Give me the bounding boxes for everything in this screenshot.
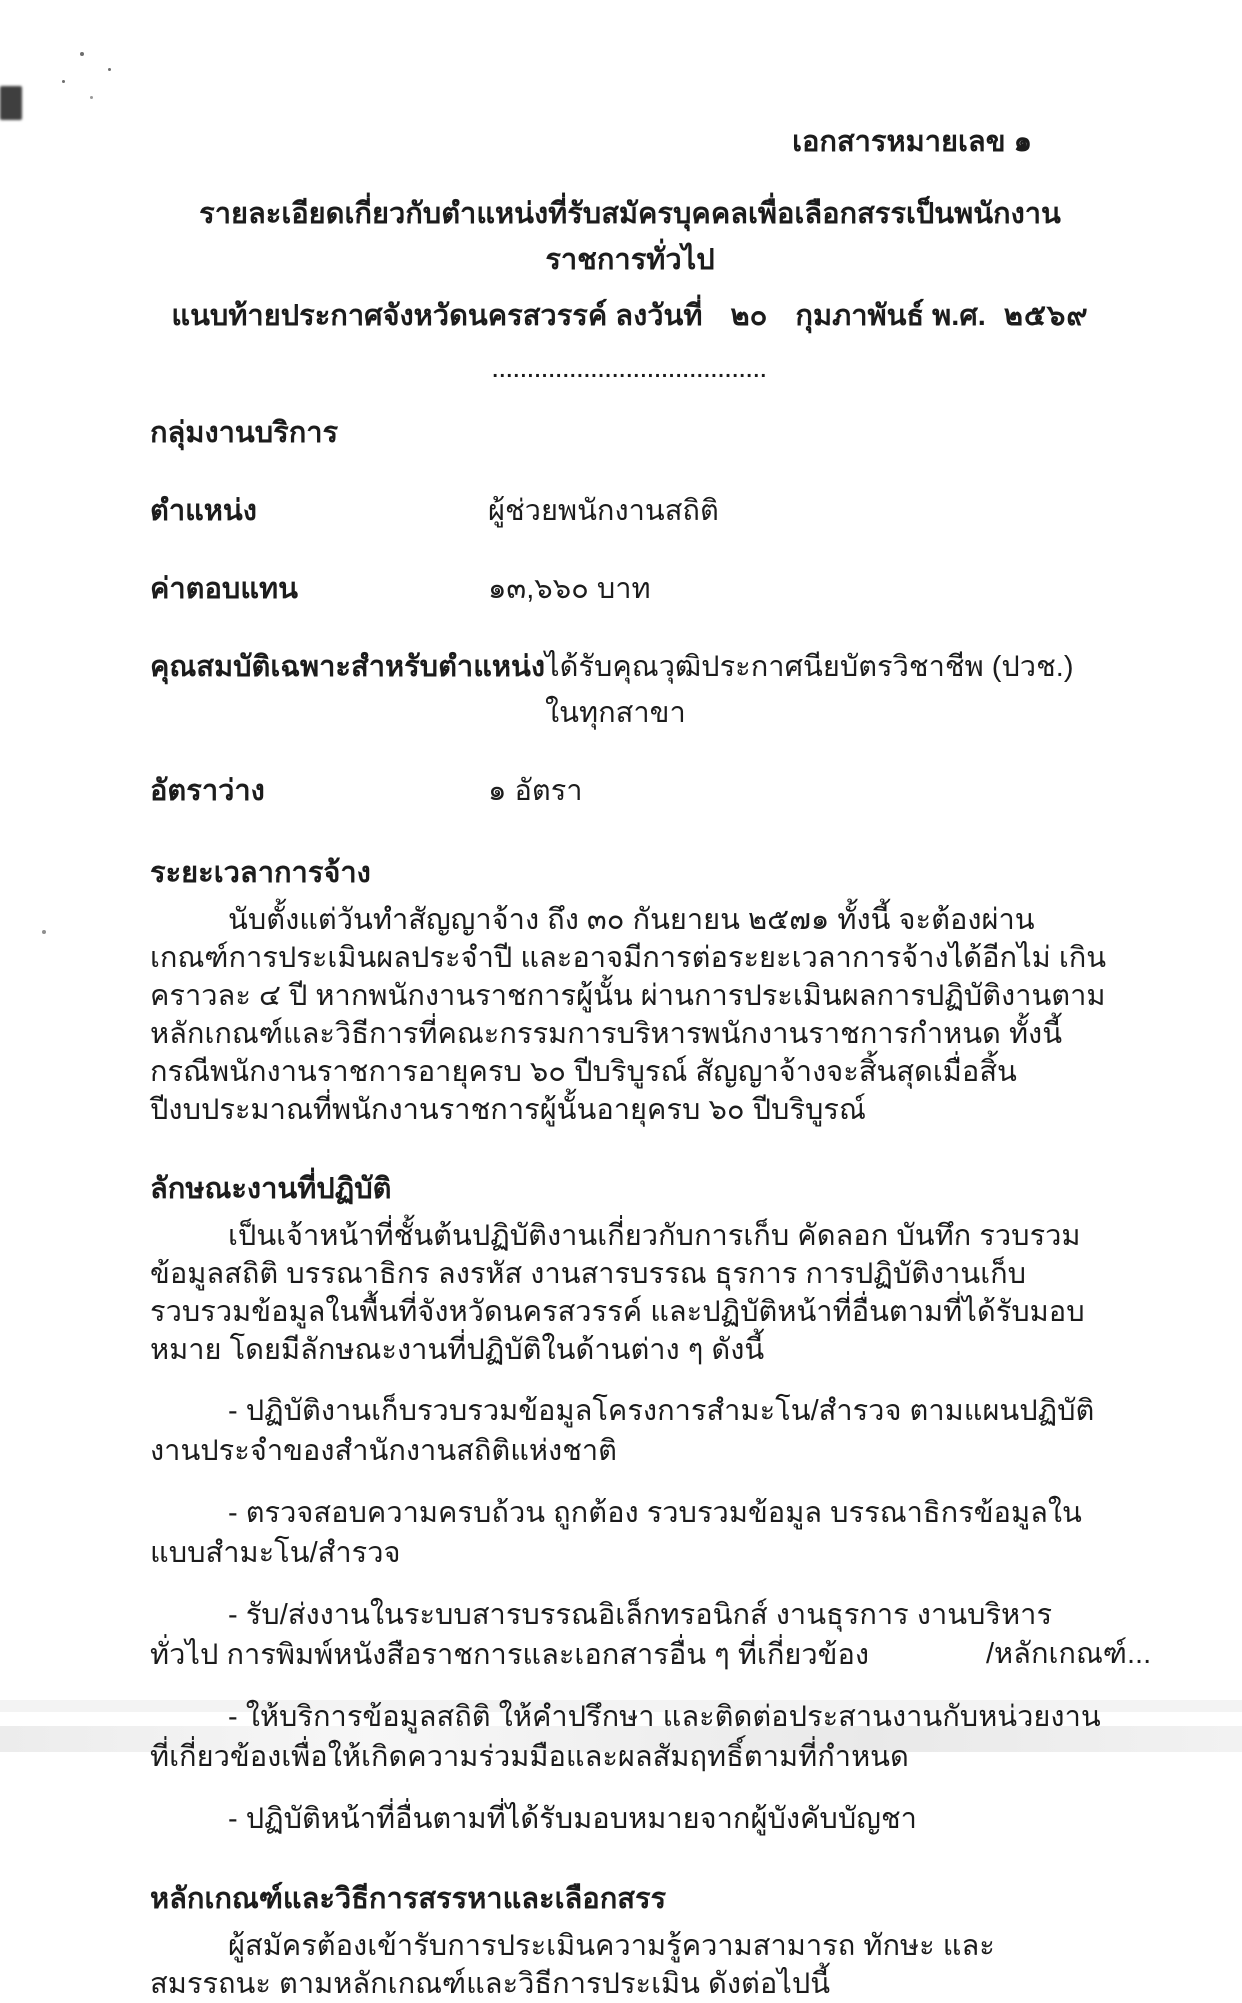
- field-value-vacancies: ๑ อัตรา: [488, 775, 583, 807]
- subtitle-day-fill: ๒๐: [730, 300, 768, 332]
- field-value-position: ผู้ช่วยพนักงานสถิติ: [488, 495, 719, 527]
- duty-item: - ปฏิบัติหน้าที่อื่นตามที่ได้รับมอบหมายจากผู้บังคับบัญชา: [228, 1803, 917, 1835]
- field-row-compensation: [150, 565, 1110, 611]
- selection-criteria-paragraph: ผู้สมัครต้องเข้ารับการประเมินความรู้ความสามารถ ทักษะ และสมรรถนะ ตามหลักเกณฑ์และวิธีการประเมิน ดังต่อไปนี้: [150, 1930, 995, 2000]
- page-continuation-note: /หลักเกณฑ์...: [986, 1638, 1152, 1670]
- field-row-vacancies: [150, 767, 1110, 813]
- subtitle-year-fill: ๒๕๖๙: [1003, 300, 1089, 332]
- field-row-position: [150, 487, 1110, 533]
- duty-item: - ให้บริการข้อมูลสถิติ ให้คำปรึกษา และติดต่อประสานงานกับหน่วยงานที่เกี่ยวข้องเพื่อให้เกิดความร่วมมือและผลสัมฤทธิ์ตามที่กำหนด: [150, 1701, 1101, 1773]
- document-title: รายละเอียดเกี่ยวกับตำแหน่งที่รับสมัครบุคคลเพื่อเลือกสรรเป็นพนักงานราชการทั่วไป: [199, 198, 1061, 276]
- employment-period-paragraph: นับตั้งแต่วันทำสัญญาจ้าง ถึง ๓๐ กันยายน ๒๕๗๑ ทั้งนี้ จะต้องผ่านเกณฑ์การประเมินผลประจำปี และอาจมีการต่อระยะเวลาการจ้างได้อีกไม่ เกินคราวละ ๔ ปี หากพนักงานราชการผู้นั้น ผ่านการประเมินผลการปฏิบัติงานตามหลักเกณฑ์และวิธีการที่คณะกรรมการบริหารพนักงานราชการกำหนด ทั้งนี้ กรณีพนักงานราชการอายุครบ ๖๐ ปีบริบูรณ์ สัญญาจ้างจะสิ้นสุดเมื่อสิ้นปีงบประมาณที่พนักงานราชการผู้นั้นอายุครบ ๖๐ ปีบริบูรณ์: [150, 904, 1107, 1126]
- field-label-compensation: ค่าตอบแทน: [150, 573, 298, 605]
- document-subtitle: [150, 292, 1110, 338]
- field-label-vacancies: อัตราว่าง: [150, 775, 265, 807]
- section-heading-employment-period: ระยะเวลาการจ้าง: [150, 857, 371, 889]
- subtitle-month: กุมภาพันธ์ พ.ศ.: [795, 300, 986, 332]
- job-description-intro: เป็นเจ้าหน้าที่ชั้นต้นปฏิบัติงานเกี่ยวกับการเก็บ คัดลอก บันทึก รวบรวมข้อมูลสถิติ บรรณาธิกร ลงรหัส งานสารบรรณ ธุรการ การปฏิบัติงานเก็บรวบรวมข้อมูลในพื้นที่จังหวัดนครสวรรค์ และปฏิบัติหน้าที่อื่นตามที่ได้รับมอบหมาย โดยมีลักษณะงานที่ปฏิบัติในด้านต่าง ๆ ดังนี้: [150, 1220, 1085, 1366]
- section-heading-job-description: ลักษณะงานที่ปฏิบัติ: [150, 1173, 392, 1205]
- field-value-qualifications: ได้รับคุณวุฒิประกาศนียบัตรวิชาชีพ (ปวช.) ในทุกสาขา: [545, 651, 1074, 729]
- duty-item: - ตรวจสอบความครบถ้วน ถูกต้อง รวบรวมข้อมูล บรรณาธิกรข้อมูลในแบบสำมะโน/สำรวจ: [150, 1497, 1082, 1569]
- dotted-divider: .......................................: [492, 360, 768, 382]
- duty-item: - ปฏิบัติงานเก็บรวบรวมข้อมูลโครงการสำมะโน/สำรวจ ตามแผนปฏิบัติงานประจำของสำนักงานสถิติแห่งชาติ: [150, 1395, 1095, 1467]
- field-row-qualifications: [150, 643, 1110, 735]
- duty-item: - รับ/ส่งงานในระบบสารบรรณอิเล็กทรอนิกส์ งานธุรการ งานบริหารทั่วไป การพิมพ์หนังสือราชการและเอกสารอื่น ๆ ที่เกี่ยวข้อง: [150, 1599, 1053, 1671]
- field-label-position: ตำแหน่ง: [150, 495, 257, 527]
- document-number-label: เอกสารหมายเลข ๑: [792, 126, 1032, 158]
- work-group-heading: กลุ่มงานบริการ: [150, 417, 339, 449]
- field-value-compensation: ๑๓,๖๖๐ บาท: [488, 573, 651, 605]
- section-heading-selection-criteria: หลักเกณฑ์และวิธีการสรรหาและเลือกสรร: [150, 1883, 667, 1915]
- subtitle-prefix: แนบท้ายประกาศจังหวัดนครสวรรค์ ลงวันที่: [171, 300, 703, 332]
- field-label-qualifications: คุณสมบัติเฉพาะสำหรับตำแหน่ง: [150, 651, 545, 683]
